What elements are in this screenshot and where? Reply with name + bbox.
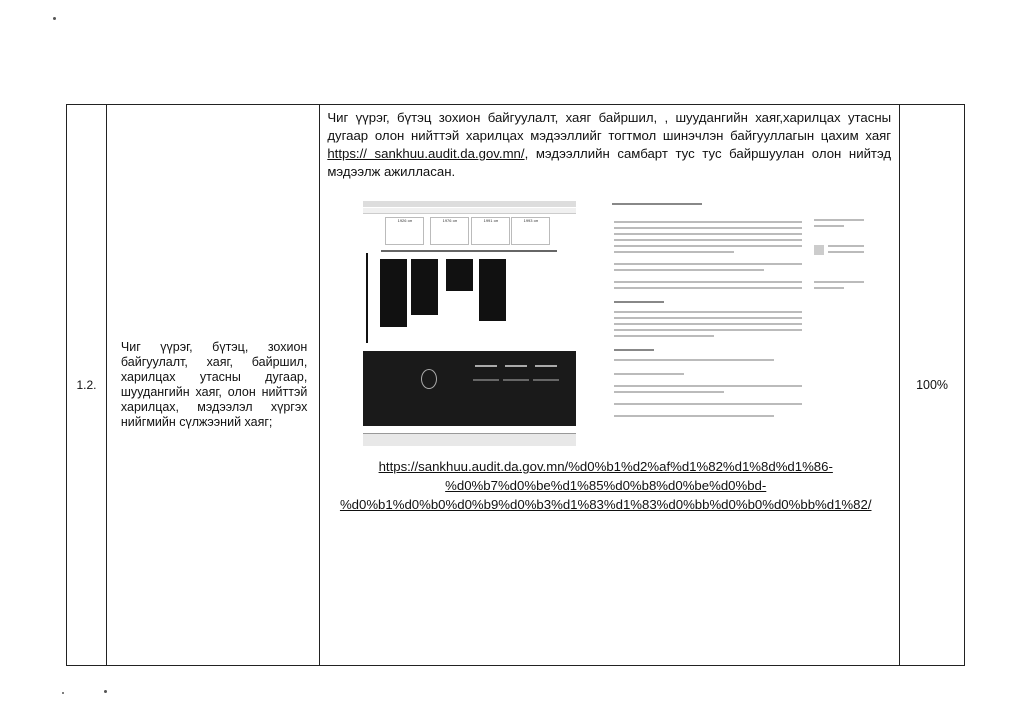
- text-line: [614, 227, 802, 229]
- requirement-text: Чиг үүрэг, бүтэц, зохион байгуулалт, хаяг, байршил, харилцах утасны дугаар, шуудангийн хаяг, олон нийттэй харилцах, мэдээлэл хүргэх нийгмийн сүлжээний хаяг;: [120, 340, 308, 429]
- text-line: [614, 335, 714, 337]
- description-text: [320, 105, 899, 181]
- evidence-url[interactable]: [320, 457, 899, 514]
- table-row: [67, 105, 965, 666]
- sidebar-line: [814, 225, 844, 227]
- text-line: [614, 221, 802, 223]
- text-line: [614, 373, 684, 375]
- scan-speck: [62, 692, 64, 694]
- history-card: [380, 259, 407, 327]
- website-screenshot-article: [608, 199, 870, 457]
- description-after-link: , мэдээллийн самбарт тус тус байршуулан олон нийтэд мэдээлж ажилласан.: [327, 146, 892, 179]
- text-line: [614, 403, 802, 405]
- url-line[interactable]: %d0%b7%d0%be%d1%85%d0%b8%d0%be%d0%bd-: [445, 478, 767, 493]
- timeline-axis: [381, 250, 557, 252]
- description-before-link: Чиг үүрэг, бүтэц зохион байгуулалт, хаяг байршил, , шуудангийн хаяг,харилцах утасны дугаар олон нийттэй харилцах мэдээллийг тогтмол шинэчлэн байгууллагын цахим хаяг: [327, 110, 892, 143]
- website-footer: [363, 351, 576, 426]
- history-card: [479, 259, 506, 321]
- text-line: [614, 385, 802, 387]
- emblem-logo: [421, 369, 437, 389]
- browser-tabs: [363, 201, 576, 207]
- text-line: [614, 281, 802, 283]
- browser-address-bar: [363, 208, 576, 214]
- sidebar-line: [814, 219, 864, 221]
- text-line: [614, 287, 802, 289]
- timeline-item: 1976 он: [430, 217, 469, 245]
- sidebar-line: [828, 251, 864, 253]
- website-link[interactable]: https:// sankhuu.audit.da.gov.mn/: [327, 146, 525, 161]
- history-card: [411, 259, 438, 315]
- breadcrumb-line: [612, 203, 702, 205]
- sidebar-line: [814, 287, 844, 289]
- evidence-screenshots: [320, 187, 899, 457]
- description-cell: [320, 105, 900, 666]
- text-line: [614, 269, 764, 271]
- history-card: [446, 259, 473, 291]
- text-line: [614, 323, 802, 325]
- text-line: [614, 263, 802, 265]
- text-line: [614, 359, 774, 361]
- section-heading: [614, 349, 654, 351]
- text-line: [614, 415, 774, 417]
- text-line: [614, 317, 802, 319]
- scan-speck: [104, 690, 107, 693]
- footer-line: [473, 379, 499, 381]
- sidebar-thumbnail: [814, 245, 824, 255]
- url-line[interactable]: https://sankhuu.audit.da.gov.mn/%d0%b1%d2%af%d1%82%d1%8d%d1%86-: [378, 459, 833, 474]
- taskbar: [363, 433, 576, 446]
- timeline-item: 1991 он: [471, 217, 510, 245]
- scan-speck: [53, 17, 56, 20]
- completion-percent: 100%: [900, 105, 965, 666]
- timeline-item: 1926 он: [385, 217, 424, 245]
- section-heading: [614, 301, 664, 303]
- footer-heading: [535, 365, 557, 367]
- footer-heading: [475, 365, 497, 367]
- side-bar: [366, 253, 368, 343]
- text-line: [614, 251, 734, 253]
- text-line: [614, 329, 802, 331]
- text-line: [614, 233, 802, 235]
- footer-line: [503, 379, 529, 381]
- text-line: [614, 239, 802, 241]
- sidebar-line: [814, 281, 864, 283]
- text-line: [614, 245, 802, 247]
- requirement-cell: [106, 105, 319, 666]
- sidebar-line: [828, 245, 864, 247]
- footer-line: [533, 379, 559, 381]
- footer-heading: [505, 365, 527, 367]
- website-screenshot-structure: [363, 201, 576, 451]
- report-table: [66, 104, 965, 666]
- text-line: [614, 311, 802, 313]
- text-line: [614, 391, 724, 393]
- timeline-item: 1993 он: [511, 217, 550, 245]
- row-number: 1.2.: [67, 105, 107, 666]
- url-line[interactable]: %d0%b1%d0%b0%d0%b9%d0%b3%d1%83%d1%83%d0%bb%d0%b0%d0%bb%d1%82/: [339, 497, 872, 512]
